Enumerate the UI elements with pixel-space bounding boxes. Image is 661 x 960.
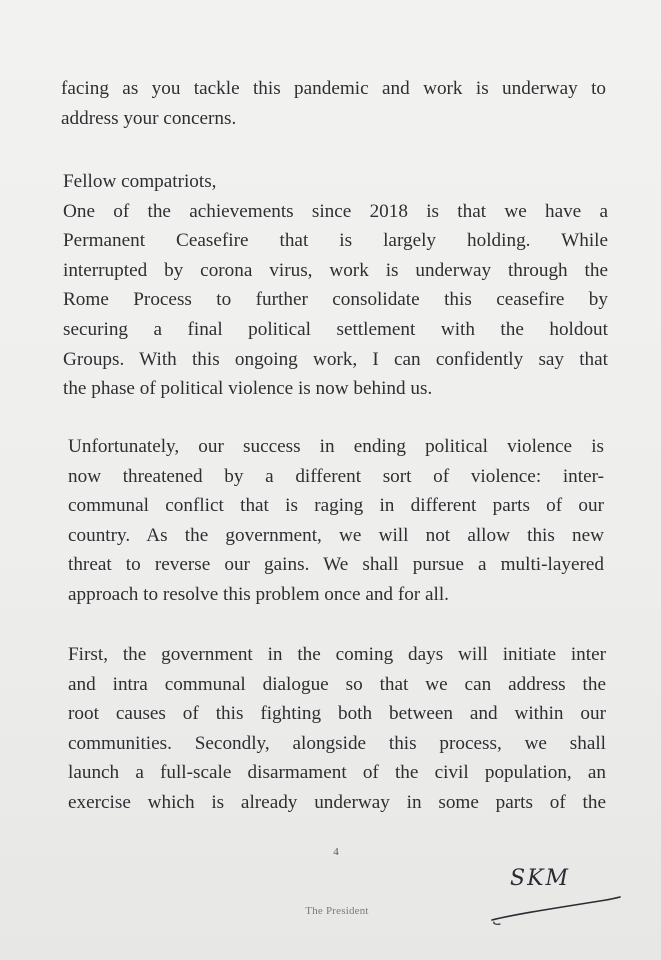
text-line: securing a final political settlement with the holdout [63,318,608,340]
text-line: threat to reverse our gains. We shall pursue a multi-layered [68,554,604,576]
text-line: communities. Secondly, alongside this process, we shall [68,732,606,754]
paragraph-1 [61,74,606,133]
text-line: exercise which is already underway in some parts of the [68,791,606,813]
paragraph-3 [68,432,604,610]
text-line: facing as you tackle this pandemic and work is underway to [61,78,606,99]
text-line: First, the government in the coming days will initiate inter [68,644,606,665]
text-line: address your concerns. [61,107,237,129]
salutation: Fellow compatriots, [63,171,217,192]
text-line: Groups. With this ongoing work, I can confidently say that [63,348,608,370]
text-line: the phase of political violence is now behind us. [63,378,433,400]
text-line: approach to resolve this problem once and for all. [68,583,449,605]
page-number: 4 [333,846,339,858]
text-line: Unfortunately, our success in ending political violence is [68,436,604,457]
text-line: Rome Process to further consolidate this ceasefire by [63,289,608,311]
text-line: root causes of this fighting both between and within our [68,703,606,725]
signature-label: The President [305,905,369,917]
paragraph-2 [63,167,608,404]
text-line: now threatened by a different sort of violence: inter- [68,465,604,487]
signature-stroke-icon [486,862,626,932]
text-line: Permanent Ceasefire that is largely holding. While [63,230,608,252]
signature-initials: SKM [510,866,571,891]
text-line: One of the achievements since 2018 is that we have a [63,200,608,222]
text-line: and intra communal dialogue so that we can address the [68,673,606,695]
paragraph-4 [68,640,606,818]
text-line: interrupted by corona virus, work is underway through the [63,259,608,281]
text-line: communal conflict that is raging in different parts of our [68,495,604,517]
text-line: country. As the government, we will not allow this new [68,524,604,546]
text-line: launch a full-scale disarmament of the civil population, an [68,762,606,784]
